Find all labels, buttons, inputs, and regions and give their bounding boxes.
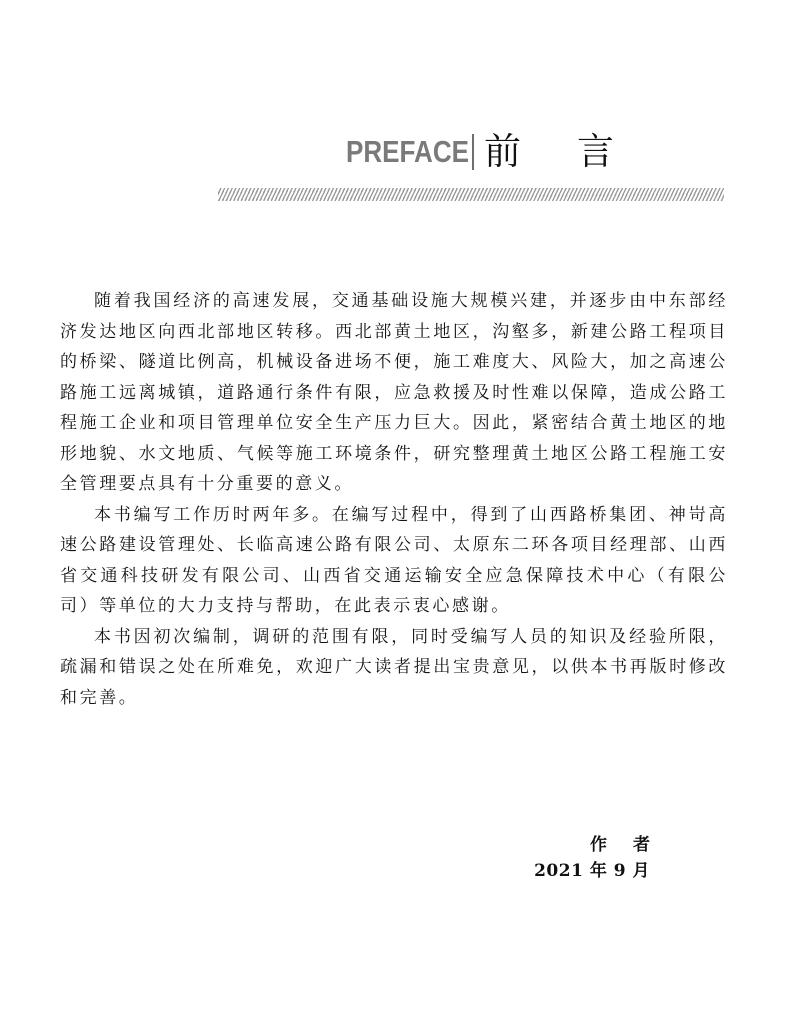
signature-author: 作者 xyxy=(590,835,676,855)
preface-title-english: PREFACE xyxy=(346,134,469,169)
paragraph-2: 本书编写工作历时两年多。在编写过程中，得到了山西路桥集团、神岢高速公路建设管理处、长临高速公路有限公司、太原东二环各项目经理部、山西省交通科技研发有限公司、山西省交通运输安全应急保障技术中心（有限公司）等单位的大力支持与帮助，在此表示衷心感谢。 xyxy=(60,504,728,616)
title-divider xyxy=(472,134,474,170)
hatched-divider xyxy=(218,188,724,201)
paragraph-1: 随着我国经济的高速发展，交通基础设施大规模兴建，并逐步由中东部经济发达地区向西北部地区转移。西北部黄土地区，沟壑多，新建公路工程项目的桥梁、隧道比例高，机械设备进场不便，施工难度大、风险大，加之高速公路施工远离城镇，道路通行条件有限，应急救援及时性难以保障，造成公路工程施工企业和项目管理单位安全生产压力巨大。因此，紧密结合黄土地区的地形地貌、水文地质、气候等施工环境条件，研究整理黄土地区公路工程施工安全管理要点具有十分重要的意义。 xyxy=(60,291,728,494)
signature-block xyxy=(534,832,676,884)
page-header xyxy=(0,128,790,178)
preface-body xyxy=(60,286,728,713)
preface-title-chinese: 前言 xyxy=(484,130,670,173)
paragraph-3: 本书因初次编制，调研的范围有限，同时受编写人员的知识及经验所限，疏漏和错误之处在所难免，欢迎广大读者提出宝贵意见，以供本书再版时修改和完善。 xyxy=(60,626,728,708)
signature-date: 2021 年 9 月 xyxy=(534,861,650,881)
